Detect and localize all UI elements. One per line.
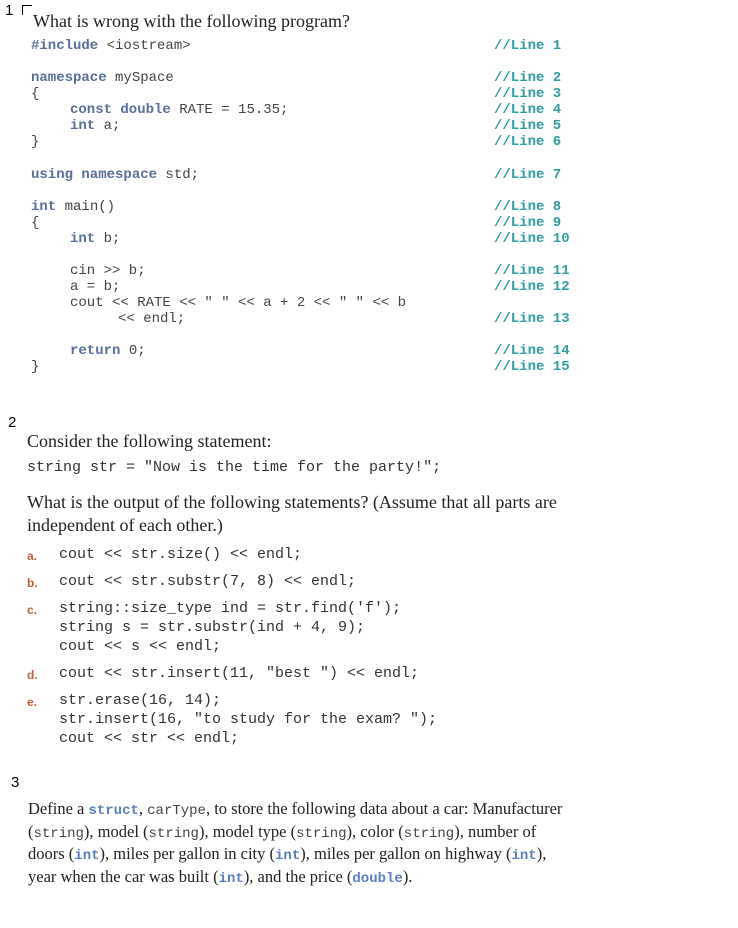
line-comment-3: //Line 3 [494, 86, 562, 102]
code-line-8: int main() [31, 199, 116, 215]
question-2-intro: Consider the following statement: [27, 431, 272, 451]
line-comment-15: //Line 15 [494, 359, 570, 375]
line-comment-10: //Line 10 [494, 231, 570, 247]
question-number-3: 3 [11, 774, 20, 791]
code-line-1: #include <iostream> [31, 38, 191, 54]
code-line-6: } [31, 134, 40, 150]
part-label-e: e. [27, 695, 38, 709]
part-c-line-2: string s = str.substr(ind + 4, 9); [59, 619, 366, 636]
code-line-15: } [31, 359, 40, 375]
line-comment-5: //Line 5 [494, 118, 562, 134]
part-a-line-1: cout << str.size() << endl; [59, 546, 303, 563]
line-comment-13: //Line 13 [494, 311, 570, 327]
part-label-a: a. [27, 549, 38, 563]
line-comment-7: //Line 7 [494, 167, 562, 183]
question-2-text: What is the output of the following statements? (Assume that all parts are independent of each other.) [27, 492, 557, 535]
part-b-line-1: cout << str.substr(7, 8) << endl; [59, 573, 357, 590]
code-line-14: return 0; [70, 343, 146, 359]
code-line-13b: << endl; [118, 311, 186, 327]
line-comment-2: //Line 2 [494, 70, 562, 86]
line-comment-1: //Line 1 [494, 38, 562, 54]
part-e-line-1: str.erase(16, 14); [59, 692, 222, 709]
question-1-text: What is wrong with the following program? [33, 11, 350, 31]
code-line-2: namespace mySpace [31, 70, 174, 86]
code-line-5: int a; [70, 118, 121, 134]
line-comment-6: //Line 6 [494, 134, 562, 150]
code-line-13a: cout << RATE << " " << a + 2 << " " << b [70, 295, 407, 311]
part-label-d: d. [27, 668, 38, 682]
code-line-7: using namespace std; [31, 167, 200, 183]
line-comment-8: //Line 8 [494, 199, 562, 215]
code-line-3: { [31, 86, 40, 102]
part-c-line-3: cout << s << endl; [59, 638, 222, 655]
question-3-text: Define a struct, carType, to store the following data about a car: Manufacturer (string), model (string), model type (string), color (string), number of doors (int), miles per gallon in city (int), miles per gallon on highway (int), year when the car was built (int), and the price (double). [28, 799, 563, 887]
part-d-line-1: cout << str.insert(11, "best ") << endl; [59, 665, 420, 682]
part-e-line-2: str.insert(16, "to study for the exam? "); [59, 711, 438, 728]
line-comment-14: //Line 14 [494, 343, 570, 359]
code-line-10: int b; [70, 231, 121, 247]
question-2-statement: string str = "Now is the time for the party!"; [27, 459, 442, 476]
code-line-11: cin >> b; [70, 263, 146, 279]
line-comment-11: //Line 11 [494, 263, 570, 279]
corner-rule-1 [22, 5, 23, 15]
part-label-b: b. [27, 576, 38, 590]
code-line-9: { [31, 215, 40, 231]
question-number-1: 1 [5, 2, 14, 19]
part-c-line-1: string::size_type ind = str.find('f'); [59, 600, 402, 617]
code-line-4: const double RATE = 15.35; [70, 102, 289, 118]
corner-rule-1b [22, 5, 32, 6]
part-label-c: c. [27, 603, 38, 617]
line-comment-12: //Line 12 [494, 279, 570, 295]
code-line-12: a = b; [70, 279, 121, 295]
part-e-line-3: cout << str << endl; [59, 730, 240, 747]
line-comment-4: //Line 4 [494, 102, 562, 118]
question-number-2: 2 [8, 414, 17, 431]
line-comment-9: //Line 9 [494, 215, 562, 231]
